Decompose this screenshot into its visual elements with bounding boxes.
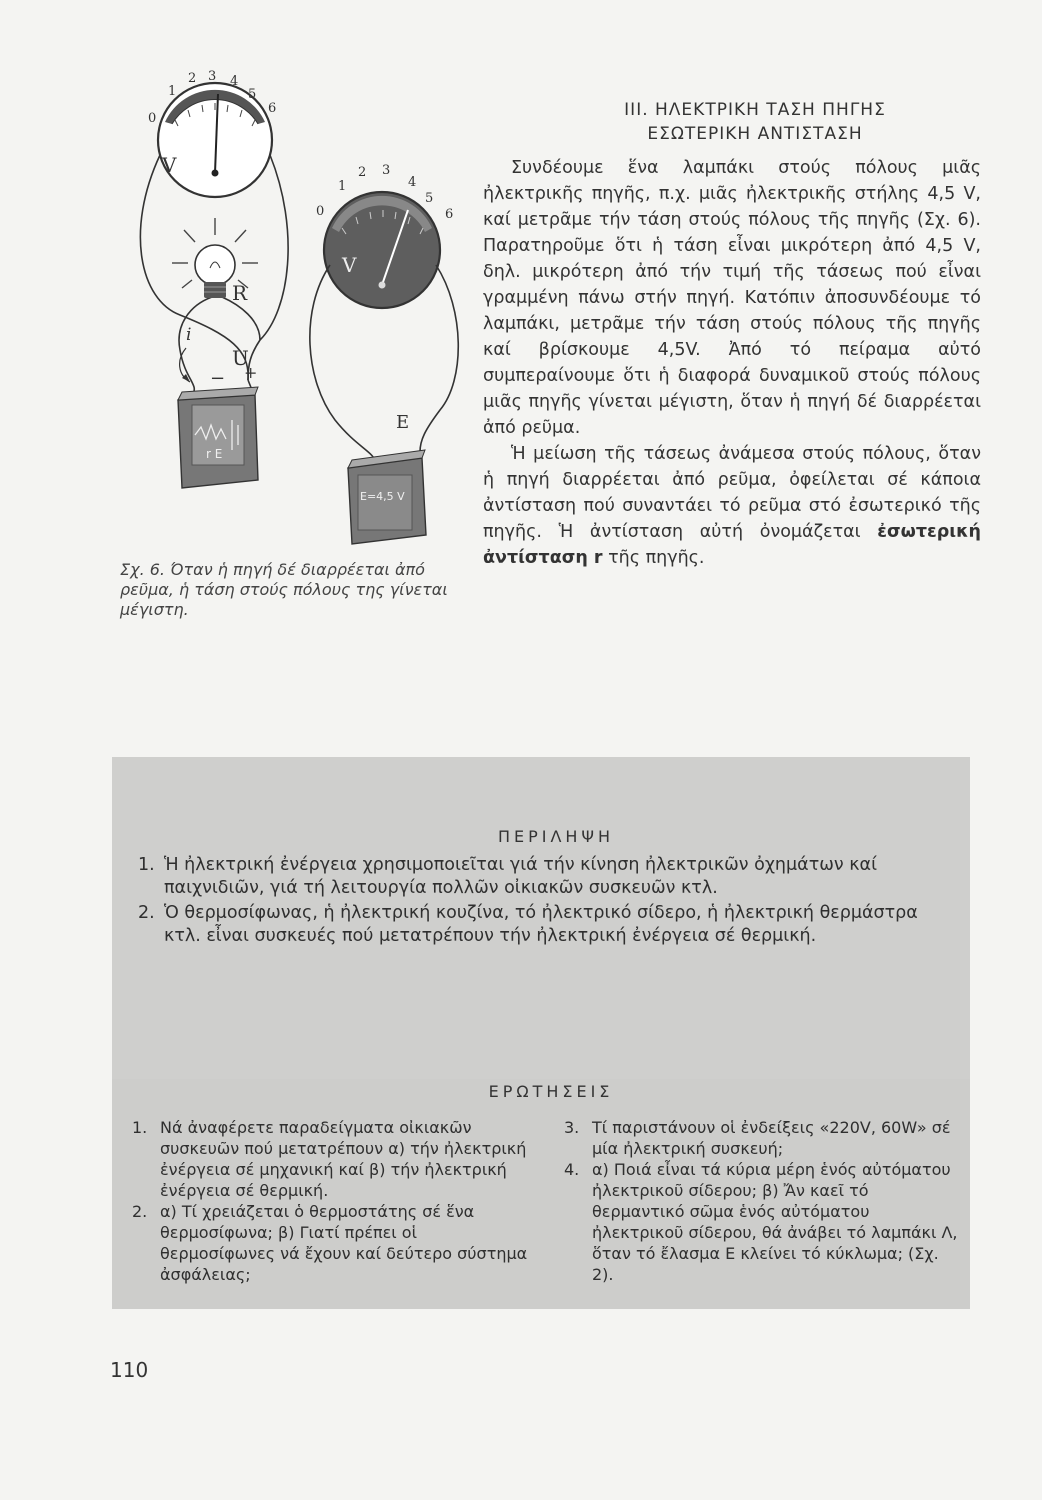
questions-columns	[112, 1117, 970, 1285]
section-title	[485, 98, 985, 146]
summary-title: ΠΕΡΙΛΗΨΗ	[497, 827, 615, 846]
right-battery-label: E=4,5 V	[360, 490, 405, 503]
summary-item-text: Ἡ ἠλεκτρική ἐνέργεια χρησιμοποιεῖται γιά τήν κίνηση ἠλεκτρικῶν ὀχημάτων καί παιχνιδιῶν, γιά τή λειτουργία πολλῶν οἰκιακῶν συσκευῶν κτλ.	[164, 855, 877, 898]
current-label: i	[186, 325, 192, 345]
section-title-line1: ΙΙΙ. ΗΛΕΚΤΡΙΚΗ ΤΑΣΗ ΠΗΓΗΣ	[624, 100, 886, 120]
plus-sign: +	[244, 363, 258, 382]
questions-right-column	[530, 1117, 962, 1285]
summary-box	[112, 757, 970, 1079]
questions-left-column	[112, 1117, 530, 1285]
questions-box	[112, 1079, 970, 1309]
question-number: 1.	[132, 1118, 148, 1137]
question-item	[564, 1159, 962, 1285]
right-battery	[348, 450, 426, 544]
question-text: α) Τί χρειάζεται ὁ θερμοστάτης σέ ἕνα θερμοσίφωνα; β) Γιατί πρέπει οἱ θερμοσίφωνες νά ἔχουν καί δεύτερο σύστημα ἀσφάλειας;	[160, 1202, 528, 1284]
summary-item-number: 1.	[138, 855, 155, 875]
question-number: 4.	[564, 1160, 580, 1179]
scale-4: 4	[230, 74, 239, 89]
question-text: α) Ποιά εἶναι τά κύρια μέρη ἑνός αὐτόματου ἠλεκτρικοῦ σίδερου; β) Ἄν καεῖ τό θερμαντικό σῶμα ἑνός αὐτόματου ἠλεκτρικοῦ σίδερου, θά ἀνάβει τό λαμπάκι Λ, ὅταν τό ἔλασμα Ε κλείνει τό κύκλωμα; (Σχ. 2).	[592, 1160, 958, 1284]
section-title-line2: ΕΣΩΤΕΡΙΚΗ ΑΝΤΙΣΤΑΣΗ	[647, 124, 863, 144]
scale-6: 6	[268, 101, 277, 116]
paragraph-2-start: Ἡ μείωση τῆς τάσεως ἀνάμεσα στούς πόλους, ὅταν ἡ πηγή διαρρέεται ἀπό ρεῦμα, ὀφείλεται σέ κάποια ἀντίσταση πού συναντάει τό ρεῦμα στό ἐσωτερικό τῆς πηγῆς. Ἡ ἀντίσταση αὐτή ὀνομάζεται	[483, 444, 981, 542]
question-text: Τί παριστάνουν οἱ ἐνδείξεις «220V, 60W» σέ μία ἠλεκτρική συσκευή;	[592, 1118, 951, 1158]
page-number: 110	[110, 1358, 149, 1382]
r-scale-5: 5	[425, 191, 434, 206]
summary-item	[138, 854, 946, 900]
left-battery-label: r E	[206, 447, 223, 461]
question-item	[132, 1201, 530, 1285]
questions-title: ΕΡΩΤΗΣΕΙΣ	[488, 1082, 614, 1101]
r-scale-3: 3	[382, 163, 391, 178]
minus-sign: −	[210, 368, 226, 389]
r-scale-1: 1	[338, 179, 347, 194]
summary-item-number: 2.	[138, 903, 155, 923]
question-item	[564, 1117, 962, 1159]
resistor-label: R	[232, 281, 248, 305]
right-voltmeter-label: V	[342, 253, 357, 277]
figure-caption: Σχ. 6. Όταν ἡ πηγή δέ διαρρέεται ἀπό ρεῦμα, ἡ τάση στούς πόλους της γίνεται μέγιστη.	[120, 560, 448, 619]
summary-item	[138, 902, 946, 948]
r-scale-2: 2	[358, 165, 367, 180]
question-number: 2.	[132, 1202, 148, 1221]
scale-5: 5	[248, 87, 257, 102]
emf-label: E	[396, 412, 410, 433]
scale-1: 1	[168, 84, 177, 99]
section-body	[483, 155, 981, 571]
circuit-figure	[120, 60, 500, 560]
r-scale-0: 0	[316, 204, 325, 219]
r-scale-4: 4	[408, 175, 417, 190]
scale-2: 2	[188, 71, 197, 86]
paragraph-2	[483, 441, 981, 571]
internal-resistance-term: ἐσωτερική ἀντίσταση r	[483, 522, 981, 568]
left-voltmeter-label: V	[162, 153, 177, 177]
r-scale-6: 6	[445, 207, 454, 222]
voltage-label: U	[232, 346, 249, 370]
left-battery	[178, 387, 258, 488]
paragraph-1: Συνδέουμε ἕνα λαμπάκι στούς πόλους μιᾶς ἠλεκτρικῆς πηγῆς, π.χ. μιᾶς ἠλεκτρικῆς στήλης 4,5 V, καί μετρᾶμε τήν τάση στούς πόλους τῆς πηγῆς (Σχ. 6). Παρατηροῦμε ὅτι ἡ τάση εἶναι μικρότερη ἀπό 4,5 V, δηλ. μικρότερη ἀπό τήν τιμή τῆς τάσεως πού εἶναι γραμμένη πάνω στήν πηγή. Κατόπιν ἀποσυνδέουμε τό λαμπάκι, μετρᾶμε τήν τάση στούς πόλους τῆς πηγῆς καί βρίσκουμε 4,5V. Ἀπό τό πείραμα αὐτό συμπεραίνουμε ὅτι ἡ διαφορά δυναμικοῦ στούς πόλους μιᾶς πηγῆς γίνεται μέγιστη, ὅταν ἡ πηγή δέ διαρρέεται ἀπό ρεῦμα.	[483, 158, 981, 438]
summary-list	[112, 854, 970, 948]
summary-item-text: Ὁ θερμοσίφωνας, ἡ ἠλεκτρική κουζίνα, τό ἠλεκτρικό σίδερο, ἡ ἠλεκτρική θερμάστρα κτλ. εἶναι συσκευές πού μετατρέπουν τήν ἠλεκτρική ἐνέργεια σέ θερμική.	[164, 903, 918, 946]
scale-0: 0	[148, 111, 157, 126]
question-number: 3.	[564, 1118, 580, 1137]
question-item	[132, 1117, 530, 1201]
left-voltmeter	[148, 69, 276, 197]
question-text: Νά ἀναφέρετε παραδείγματα οἰκιακῶν συσκευῶν πού μετατρέπουν α) τήν ἠλεκτρική ἐνέργεια σέ μηχανική καί β) τήν ἠλεκτρική ἐνέργεια σέ θερμική.	[160, 1118, 527, 1200]
right-voltmeter	[316, 163, 453, 308]
scale-3: 3	[208, 69, 217, 84]
paragraph-2-end: τῆς πηγῆς.	[602, 548, 705, 568]
